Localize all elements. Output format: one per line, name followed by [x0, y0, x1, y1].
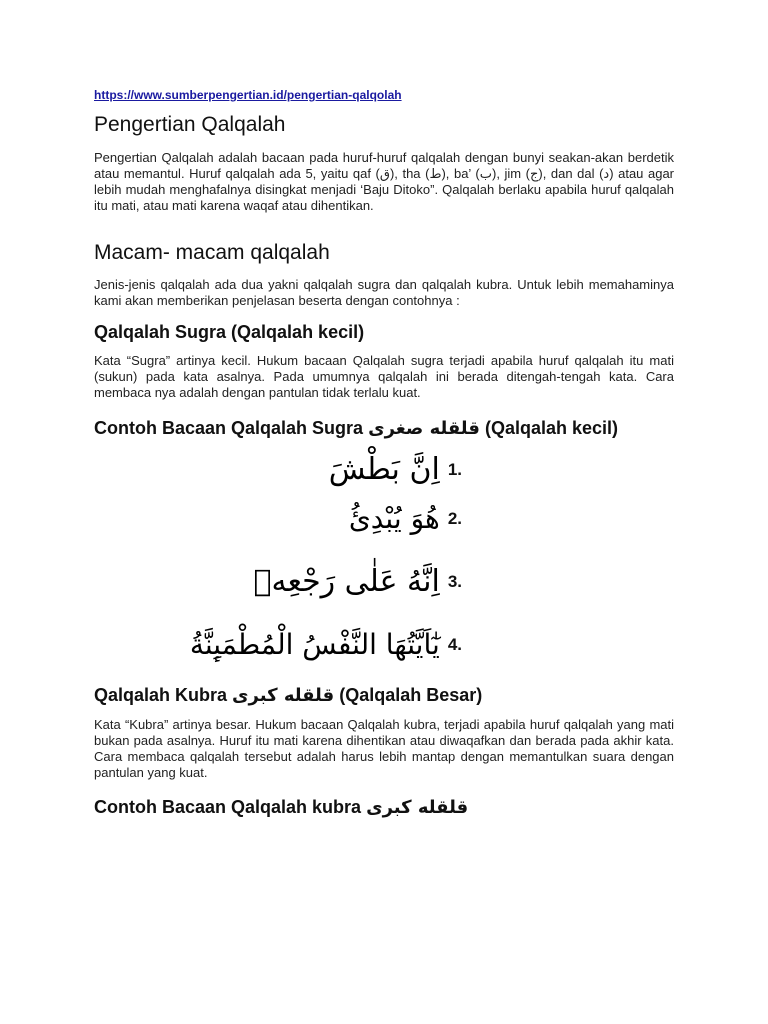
example-sugra-4	[190, 628, 462, 661]
heading-kubra-latin: Qalqalah Kubra	[94, 685, 228, 705]
example-number: 4.	[447, 634, 462, 654]
heading-contoh-sugra-latin-2: (Qalqalah kecil)	[484, 418, 619, 438]
example-arabic: يٰٓاَيَّتُهَا النَّفْسُ الْمُطْمَىِٕنَّةُ	[189, 628, 440, 661]
example-sugra-1	[329, 452, 462, 487]
example-sugra-2	[349, 502, 462, 535]
example-number: 1.	[447, 459, 462, 479]
heading-kubra	[94, 685, 482, 706]
source-link[interactable]: https://www.sumberpengertian.id/pengertian-qalqolah	[94, 88, 402, 102]
heading-kubra-arabic: قلقله كبرى	[232, 685, 335, 706]
heading-contoh-kubra-latin: Contoh Bacaan Qalqalah kubra	[94, 797, 362, 817]
example-arabic: اِنَّهُ عَلٰى رَجْعِهٖ	[253, 564, 440, 599]
paragraph-kubra: Kata “Kubra” artinya besar. Hukum bacaan Qalqalah kubra, terjadi apabila huruf qalqalah yang mati bukan pada asalnya. Huruf itu mati karena dihentikan atau diwaqafkan dan berada pada akhir kata. Cara membaca qalqalah tersebut adalah harus lebih mantap dengan memantulkan suara dengan pantulan yang kuat.	[94, 717, 674, 780]
example-sugra-3	[254, 564, 462, 599]
heading-contoh-kubra-arabic: قلقله كبرى	[366, 797, 469, 818]
example-arabic: هُوَ يُبْدِئُ	[348, 502, 440, 535]
example-number: 3.	[447, 571, 462, 591]
heading-pengertian: Pengertian Qalqalah	[94, 113, 286, 136]
paragraph-pengertian: Pengertian Qalqalah adalah bacaan pada huruf-huruf qalqalah dengan bunyi seakan-akan berdetik atau memantul. Huruf qalqalah ada 5, yaitu qaf (ق), tha (ط), ba’ (ب), jim (ج), dan dal (د) atau agar lebih mudah menghafalnya disingkat menjadi ‘Baju Ditoko”. Qalqalah berlaku apabila huruf qalqalah itu mati, atau mati karena waqaf atau dihentikan.	[94, 150, 674, 213]
paragraph-macam: Jenis-jenis qalqalah ada dua yakni qalqalah sugra dan qalqalah kubra. Untuk lebih memahaminya kami akan memberikan penjelasan beserta dengan contohnya :	[94, 277, 674, 308]
heading-contoh-sugra	[94, 418, 618, 439]
example-number: 2.	[447, 508, 462, 528]
heading-macam: Macam- macam qalqalah	[94, 241, 330, 264]
heading-sugra: Qalqalah Sugra (Qalqalah kecil)	[94, 322, 365, 342]
paragraph-sugra: Kata “Sugra” artinya kecil. Hukum bacaan Qalqalah sugra terjadi apabila huruf qalqalah itu mati (sukun) pada kata asalnya. Pada umumnya qalqalah ini berada ditengah-tengah kata. Cara membaca nya adalah dengan pantulan tidak terlalu kuat.	[94, 353, 674, 400]
heading-contoh-sugra-latin: Contoh Bacaan Qalqalah Sugra	[94, 418, 364, 438]
heading-contoh-sugra-arabic: قلقله صغرى	[368, 418, 480, 439]
heading-contoh-kubra	[94, 797, 468, 818]
heading-kubra-latin-2: (Qalqalah Besar)	[339, 685, 483, 705]
example-arabic: اِنَّ بَطْشَ	[328, 452, 440, 487]
